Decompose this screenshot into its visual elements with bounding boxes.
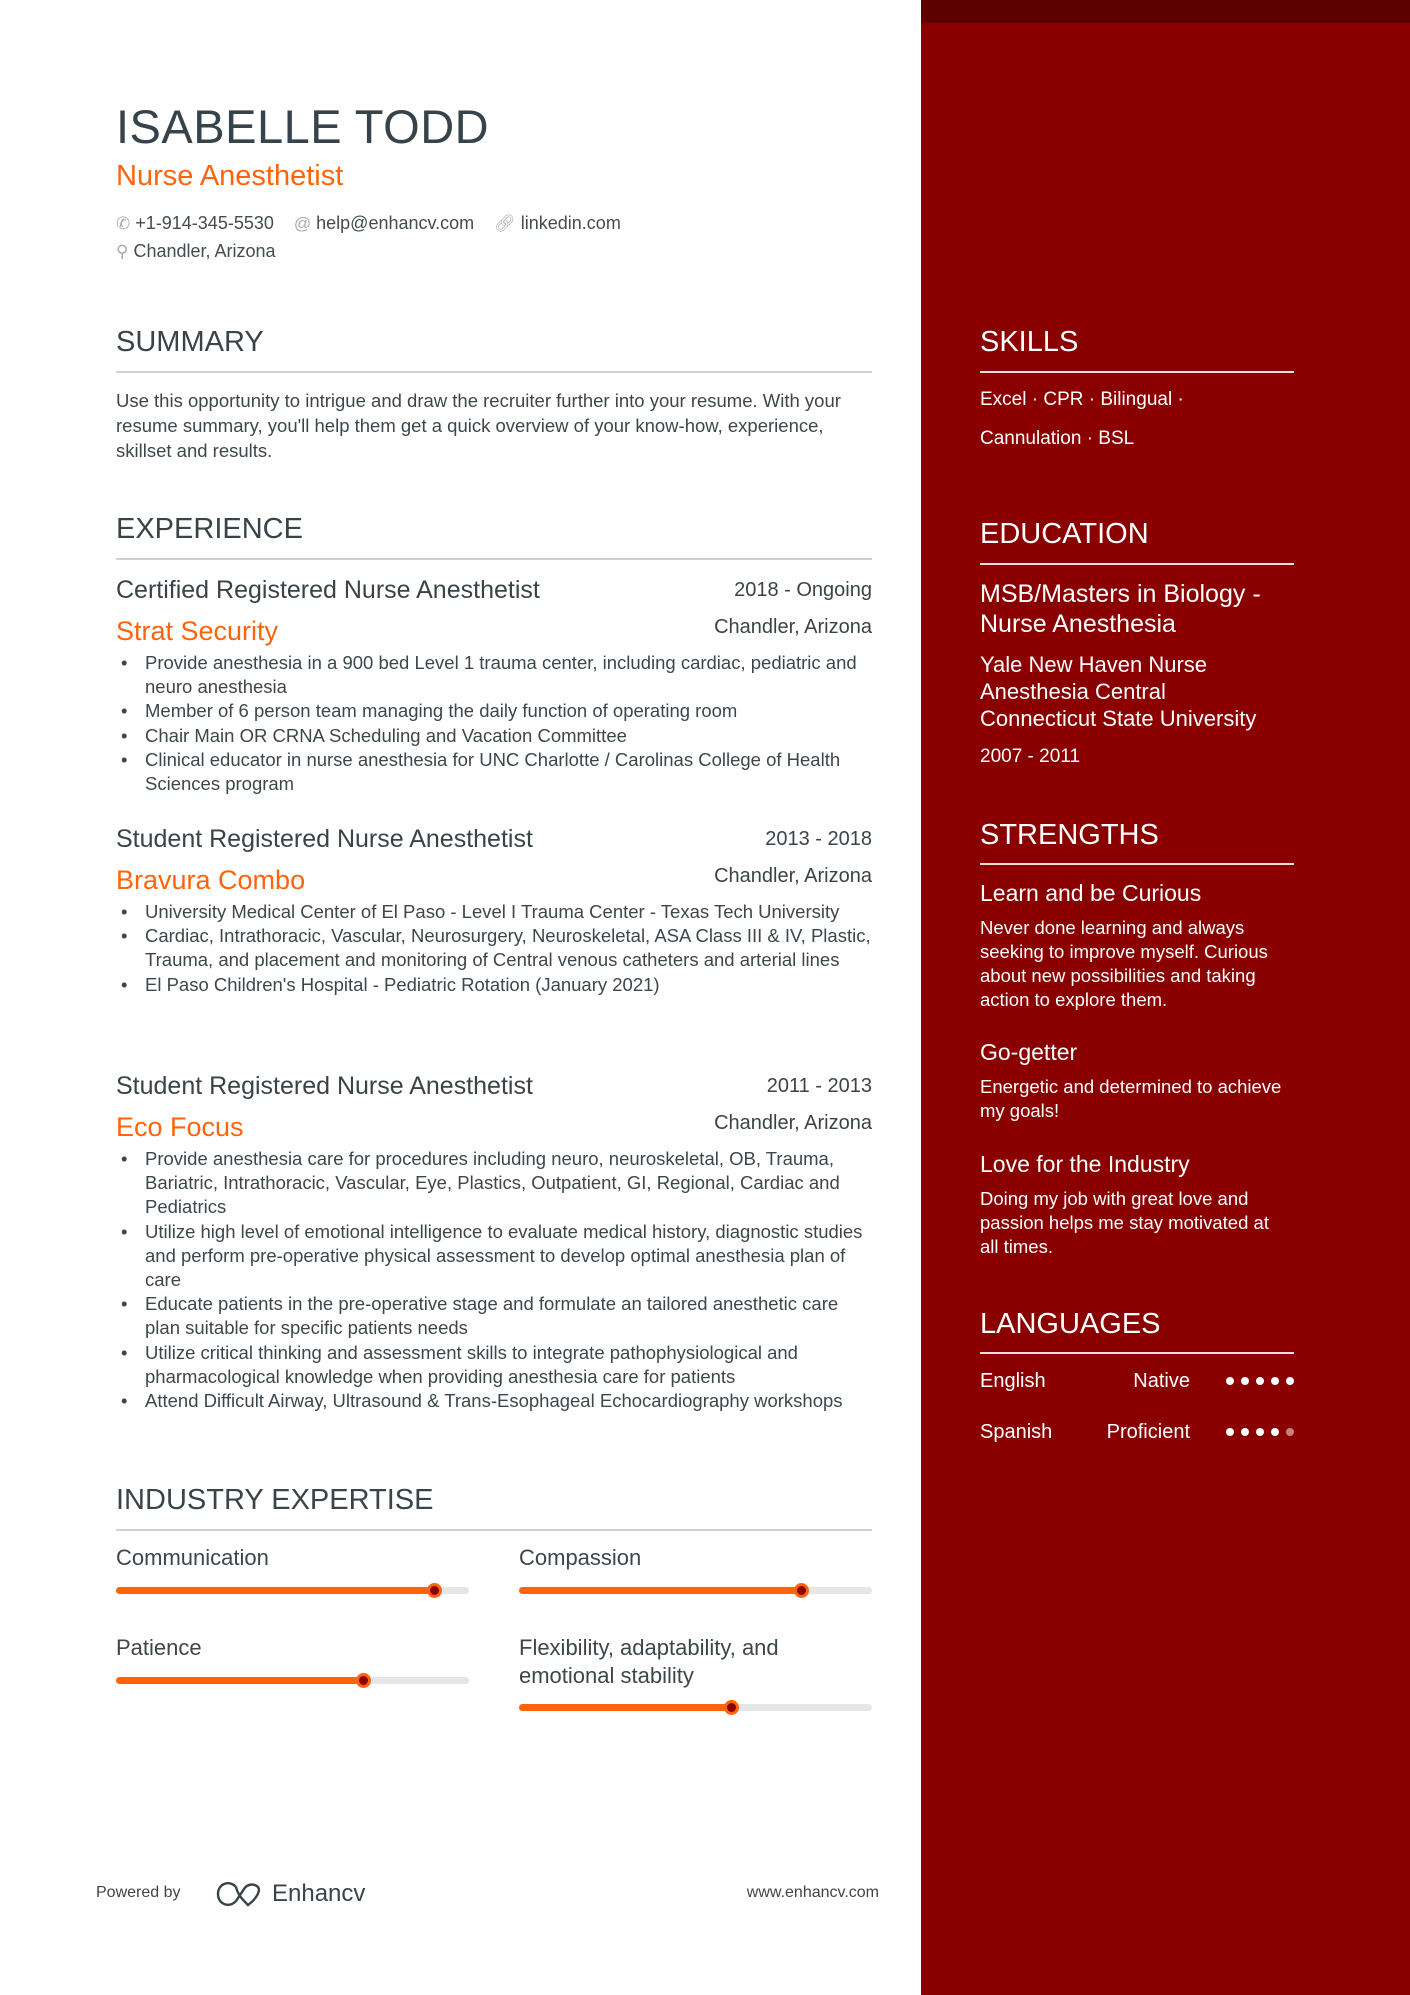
email-text: help@enhancv.com xyxy=(316,213,475,233)
rating-dot xyxy=(1256,1377,1264,1385)
rating-dot xyxy=(1286,1377,1294,1385)
bar-fill xyxy=(519,1704,731,1711)
expertise-heading: INDUSTRY EXPERTISE xyxy=(116,1484,434,1516)
strength-title: Learn and be Curious xyxy=(980,880,1202,906)
website-link[interactable]: www.enhancv.com xyxy=(746,1884,879,1901)
divider xyxy=(116,371,872,373)
job-title: Certified Registered Nurse Anesthetist xyxy=(116,576,540,604)
skills-list xyxy=(980,380,1294,458)
expertise-label: Compassion xyxy=(519,1545,642,1570)
bar-knob xyxy=(427,1583,442,1598)
rating-dot xyxy=(1256,1428,1264,1436)
summary-text: Use this opportunity to intrigue and draw the recruiter further into your resume. With your resume summary, you'll help them get a quick overview of your know-how, experience, skillset and results. xyxy=(116,390,841,461)
rating-dot xyxy=(1241,1377,1249,1385)
bullet: • Utilize high level of emotional intelligence to evaluate medical history, diagnostic studies and perform pre-operative physical assessment to develop optimal anesthesia plan of care xyxy=(116,1220,872,1293)
strength-item xyxy=(980,1037,1290,1123)
strength-desc: Doing my job with great love and passion helps me stay motivated at all times. xyxy=(980,1188,1269,1257)
job-location: Chandler, Arizona xyxy=(714,864,872,887)
expertise-bar xyxy=(116,1587,469,1594)
job-bullets xyxy=(116,900,872,997)
language-rating xyxy=(1226,1377,1294,1385)
company-name: Eco Focus xyxy=(116,1112,244,1142)
candidate-title: Nurse Anesthetist xyxy=(116,160,344,192)
location-pin-icon: ⚲ xyxy=(116,242,129,261)
degree: MSB/Masters in Biology - Nurse Anesthesia xyxy=(980,580,1261,638)
expertise-label: Flexibility, adaptability, and emotional stability xyxy=(519,1635,779,1688)
summary-heading: SUMMARY xyxy=(116,326,264,358)
bar-fill xyxy=(116,1587,434,1594)
bullet: • Educate patients in the pre-operative stage and formulate an tailored anesthetic care plan suitable for specific patients needs xyxy=(116,1292,872,1340)
language-row xyxy=(980,1418,1294,1446)
divider xyxy=(116,558,872,560)
strengths-heading: STRENGTHS xyxy=(980,819,1159,851)
bullet: • Utilize critical thinking and assessment skills to integrate pathophysiological and pharmacological knowledge when providing anesthesia care for patients xyxy=(116,1341,872,1389)
expertise-bar xyxy=(116,1677,469,1684)
rating-dot xyxy=(1226,1428,1234,1436)
rating-dot xyxy=(1286,1428,1294,1436)
bar-knob xyxy=(794,1583,809,1598)
contact-location xyxy=(116,238,276,265)
language-name: Spanish xyxy=(980,1421,1053,1443)
bar-knob xyxy=(724,1700,739,1715)
enhancv-logo-icon xyxy=(216,1881,262,1907)
language-name: English xyxy=(980,1370,1046,1392)
at-icon: @ xyxy=(293,214,312,233)
language-rating xyxy=(1226,1428,1294,1436)
school: Yale New Haven Nurse Anesthesia Central Connecticut State University xyxy=(980,652,1257,731)
strength-item xyxy=(980,1149,1290,1259)
sidebar-top-band xyxy=(921,0,1410,23)
job-bullets xyxy=(116,651,872,796)
bullet: • Provide anesthesia in a 900 bed Level 1 trauma center, including cardiac, pediatric and neuro anesthesia xyxy=(116,651,872,699)
contact-row xyxy=(116,210,621,237)
job-location: Chandler, Arizona xyxy=(714,615,872,638)
enhancv-brand: Enhancv xyxy=(272,1880,366,1907)
language-level: Proficient xyxy=(1106,1421,1190,1443)
bar-fill xyxy=(116,1677,363,1684)
experience-heading: EXPERIENCE xyxy=(116,513,303,545)
company-name: Strat Security xyxy=(116,616,279,646)
job-entry xyxy=(116,1070,872,1413)
strength-desc: Energetic and determined to achieve my goals! xyxy=(980,1076,1282,1121)
education-dates: 2007 - 2011 xyxy=(980,746,1081,767)
skills-line: Excel · CPR · Bilingual · xyxy=(980,389,1184,410)
bar-fill xyxy=(519,1587,801,1594)
rating-dot xyxy=(1271,1377,1279,1385)
contact-phone[interactable] xyxy=(116,210,274,237)
divider xyxy=(980,1352,1294,1354)
divider xyxy=(116,1529,872,1531)
bullet: • University Medical Center of El Paso - Level I Trauma Center - Texas Tech University xyxy=(116,900,872,924)
language-level: Native xyxy=(1133,1370,1190,1392)
phone-icon: ✆ xyxy=(116,214,131,233)
job-bullets xyxy=(116,1147,872,1413)
divider xyxy=(980,371,1294,373)
job-dates: 2018 - Ongoing xyxy=(734,578,872,601)
bullet: • El Paso Children's Hospital - Pediatric Rotation (January 2021) xyxy=(116,973,872,997)
bullet: • Attend Difficult Airway, Ultrasound & Trans-Esophageal Echocardiography workshops xyxy=(116,1389,872,1413)
expertise-item xyxy=(519,1634,872,1711)
link-icon: 🔗︎ xyxy=(494,214,516,233)
bullet: • Member of 6 person team managing the daily function of operating room xyxy=(116,699,872,723)
expertise-item xyxy=(519,1544,872,1594)
skills-line: Cannulation · BSL xyxy=(980,428,1135,449)
rating-dot xyxy=(1271,1428,1279,1436)
job-entry xyxy=(116,574,872,796)
strength-desc: Never done learning and always seeking to improve myself. Curious about new possibilities and taking action to explore them. xyxy=(980,917,1268,1010)
expertise-item xyxy=(116,1544,469,1594)
strength-item xyxy=(980,878,1290,1012)
rating-dot xyxy=(1241,1428,1249,1436)
phone-text: +1-914-345-5530 xyxy=(135,213,274,233)
bar-knob xyxy=(356,1673,371,1688)
strength-title: Go-getter xyxy=(980,1039,1078,1065)
job-title: Student Registered Nurse Anesthetist xyxy=(116,825,533,853)
education-heading: EDUCATION xyxy=(980,518,1149,550)
divider xyxy=(980,563,1294,565)
job-location: Chandler, Arizona xyxy=(714,1111,872,1134)
enhancv-logo[interactable] xyxy=(216,1880,365,1908)
contact-email[interactable] xyxy=(294,210,474,237)
language-row xyxy=(980,1367,1294,1395)
divider xyxy=(980,863,1294,865)
rating-dot xyxy=(1226,1377,1234,1385)
candidate-name: ISABELLE TODD xyxy=(116,100,490,153)
expertise-label: Patience xyxy=(116,1635,202,1660)
job-dates: 2011 - 2013 xyxy=(766,1074,872,1097)
location-text: Chandler, Arizona xyxy=(133,241,276,261)
bullet: • Chair Main OR CRNA Scheduling and Vacation Committee xyxy=(116,724,872,748)
expertise-label: Communication xyxy=(116,1545,269,1570)
contact-link[interactable] xyxy=(494,210,621,237)
expertise-bar xyxy=(519,1587,872,1594)
strength-title: Love for the Industry xyxy=(980,1151,1190,1177)
skills-heading: SKILLS xyxy=(980,326,1079,358)
powered-by-text: Powered by xyxy=(96,1884,181,1901)
company-name: Bravura Combo xyxy=(116,865,306,895)
bullet: • Provide anesthesia care for procedures including neuro, neuroskeletal, OB, Trauma, Bariatric, Intrathoracic, Vascular, Eye, Plastics, Outpatient, GI, Regional, Cardiac and Pediatrics xyxy=(116,1147,872,1220)
job-title: Student Registered Nurse Anesthetist xyxy=(116,1072,533,1100)
job-entry xyxy=(116,823,872,997)
link-text: linkedin.com xyxy=(520,213,621,233)
job-dates: 2013 - 2018 xyxy=(765,827,872,850)
expertise-item xyxy=(116,1634,469,1684)
expertise-bar xyxy=(519,1704,872,1711)
languages-heading: LANGUAGES xyxy=(980,1308,1161,1340)
bullet: • Cardiac, Intrathoracic, Vascular, Neurosurgery, Neuroskeletal, ASA Class III & IV, Plastic, Trauma, and placement and monitoring of Central venous catheters and arterial lines xyxy=(116,924,872,972)
bullet: • Clinical educator in nurse anesthesia for UNC Charlotte / Carolinas College of Health Sciences program xyxy=(116,748,872,796)
